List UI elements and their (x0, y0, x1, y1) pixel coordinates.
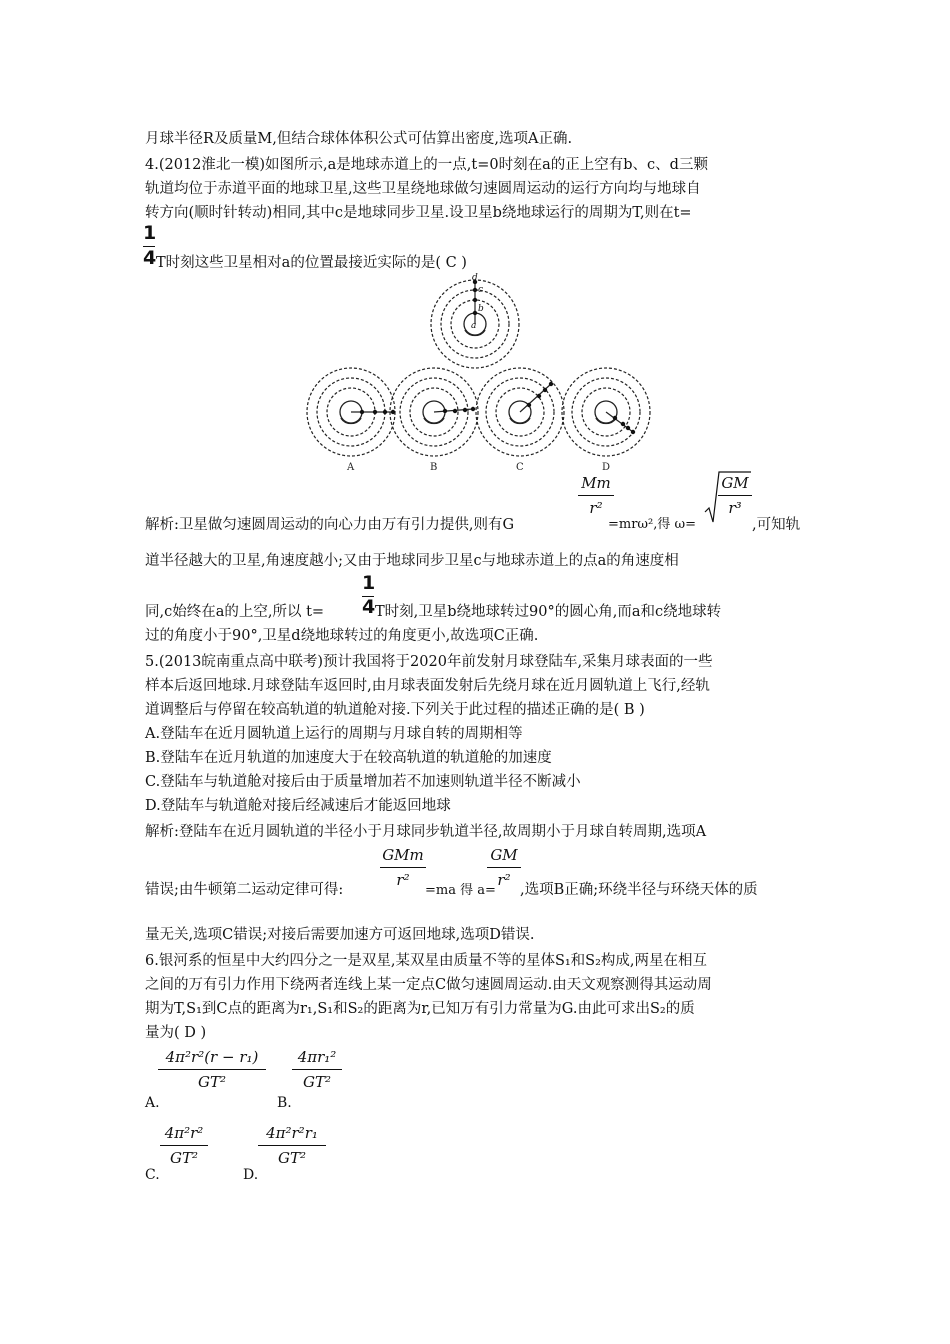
question-5-line-3: 道调整后与停留在较高轨道的轨道舱对接.下列关于此过程的描述正确的是( B ) (145, 702, 645, 718)
solution-5-line-1: 解析:登陆车在近月圆轨道的半径小于月球同步轨道半径,故周期小于月球自转周期,选项A (145, 824, 707, 840)
choice-d-formula: 4π²r²r₁ GT² (258, 1124, 326, 1167)
question-4-line-3: 转方向(顺时针转动)相同,其中c是地球同步卫星.设卫星b绕地球运行的周期为T,则在t= (145, 205, 692, 221)
option-b: B.登陆车在近月轨道的加速度大于在较高轨道的轨道舱的加速度 (145, 750, 552, 766)
fraction-numerator: 1 (362, 572, 376, 594)
fig-point-a: a (471, 321, 477, 331)
choice-c-formula: 4π²r² GT² (160, 1124, 208, 1167)
solution-4-line-3b: T时刻,卫星b绕地球转过90°的圆心角,而a和c绕地球转 (375, 604, 722, 620)
fraction-numerator: 1 (143, 222, 157, 244)
question-5-line-2: 样本后返回地球.月球登陆车返回时,由月球表面发射后先绕月球在近月圆轨道上飞行,经轨 (145, 678, 710, 694)
question-4-line-2: 轨道均位于赤道平面的地球卫星,这些卫星绕地球做匀速圆周运动的运行方向均与地球自 (145, 181, 701, 197)
fraction-GMm-r2: GMm r² (380, 846, 426, 889)
choice-b-formula: 4πr₁² GT² (292, 1048, 342, 1091)
fig-point-c: c (478, 285, 484, 295)
solution-5-line-2b: =ma 得 a= (425, 883, 496, 898)
choice-a-label: A. (145, 1095, 160, 1111)
solution-5-line-3: 量无关,选项C错误;对接后需要加速方可返回地球,选项D错误. (145, 927, 535, 943)
solution-4-line-3a: 同,c始终在a的上空,所以 t= (145, 604, 325, 620)
fig-point-b: b (478, 304, 484, 314)
question-6-line-4: 量为( D ) (145, 1025, 207, 1041)
fraction-GM-r2: GM r² (487, 846, 521, 889)
fig-label-c: C (516, 462, 524, 472)
choice-d-label: D. (243, 1167, 259, 1183)
fig-label-b: B (430, 462, 438, 472)
question-6-line-2: 之间的万有引力作用下绕两者连线上某一定点C做匀速圆周运动.由天文观察测得其运动周 (145, 977, 712, 993)
solution-5-line-2c: ,选项B正确;环绕半径与环绕天体的质 (520, 882, 758, 898)
solution-4-line-1c: ,可知轨 (752, 517, 801, 533)
question-6-line-1: 6.银河系的恒星中大约四分之一是双星,某双星由质量不等的星体S₁和S₂构成,两星在相互 (145, 953, 708, 969)
option-a: A.登陆车在近月圆轨道上运行的周期与月球自转的周期相等 (145, 726, 523, 742)
solution-4-line-4: 过的角度小于90°,卫星d绕地球转过的角度更小,故选项C正确. (145, 628, 539, 644)
fraction-denominator: 4 (143, 247, 157, 269)
text-line: 月球半径R及质量M,但结合球体体积公式可估算出密度,选项A正确. (145, 131, 573, 147)
fig-label-d: D (602, 462, 611, 472)
solution-5-line-2a: 错误;由牛顿第二运动定律可得: (145, 882, 344, 898)
option-c: C.登陆车与轨道舱对接后由于质量增加若不加速则轨道半径不断减小 (145, 774, 581, 790)
choice-a-formula: 4π²r²(r − r₁) GT² (158, 1048, 266, 1091)
question-6-line-3: 期为T,S₁到C点的距离为r₁,S₁和S₂的距离为r,已知万有引力常量为G.由此可求出S₂的质 (145, 1001, 695, 1017)
solution-4-line-1a: 解析:卫星做匀速圆周运动的向心力由万有引力提供,则有G (145, 517, 515, 533)
option-d: D.登陆车与轨道舱对接后经减速后才能返回地球 (145, 798, 451, 814)
fig-label-a: A (347, 462, 355, 472)
question-5-line-1: 5.(2013皖南重点高中联考)预计我国将于2020年前发射月球登陆车,采集月球表面的一些 (145, 654, 713, 670)
choice-b-label: B. (277, 1095, 292, 1111)
fraction-denominator: 4 (362, 596, 376, 618)
choice-c-label: C. (145, 1167, 160, 1183)
question-4-line-1: 4.(2012淮北一模)如图所示,a是地球赤道上的一点,t=0时刻在a的正上空有b、c、d三颗 (145, 157, 708, 173)
solution-4-line-1b: =mrω²,得 ω= (608, 517, 697, 532)
fraction-Mm-r2: Mm r² (578, 474, 614, 517)
solution-4-line-2: 道半径越大的卫星,角速度越小;又由于地球同步卫星c与地球赤道上的点a的角速度相 (145, 553, 679, 569)
fig-point-d: d (472, 273, 478, 283)
question-4-line-4: T时刻这些卫星相对a的位置最接近实际的是( C ) (156, 255, 467, 271)
fraction-GM-r3: GM r³ (718, 474, 752, 517)
orbit-figure (295, 272, 655, 472)
